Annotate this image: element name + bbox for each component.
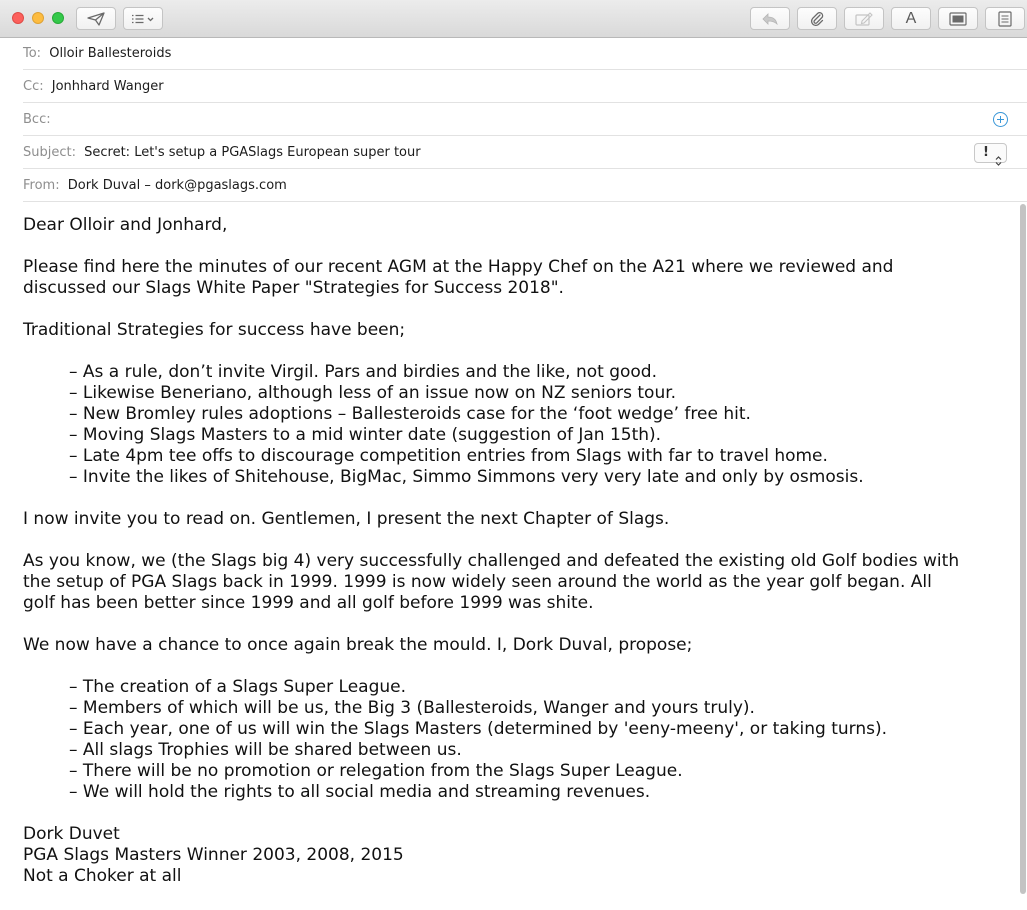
body-paragraph: discussed our Slags White Paper "Strategies for Success 2018". [23,278,564,298]
list-item: – Likewise Beneriano, although less of an issue now on NZ seniors tour. [69,383,677,403]
to-field-row[interactable] [23,37,1027,70]
close-window-button[interactable] [12,12,24,24]
list-item: – There will be no promotion or relegation from the Slags Super League. [69,761,683,781]
photo-browser-icon [949,12,967,26]
cc-field-row[interactable] [23,70,1027,103]
signature-title: PGA Slags Masters Winner 2003, 2008, 2015 [23,845,404,865]
header-fields-button[interactable] [123,7,163,30]
signature-name: Dork Duvet [23,824,120,844]
bcc-field-row[interactable] [23,103,1027,136]
list-item: – The creation of a Slags Super League. [69,677,407,697]
priority-select[interactable] [974,143,1007,163]
list-item: – All slags Trophies will be shared between us. [69,740,462,760]
markup-button[interactable] [844,7,884,30]
markup-icon [855,12,873,26]
bcc-label: Bcc: [23,112,51,127]
body-paragraph: the setup of PGA Slags back in 1999. 1999 is now widely seen around the world as the year golf began. All [23,572,932,592]
list-item: – Each year, one of us will win the Slags Masters (determined by 'eeny-meeny', or taking turns). [69,719,888,739]
body-paragraph: Please find here the minutes of our recent AGM at the Happy Chef on the A21 where we reviewed and [23,257,894,277]
list-item: – Invite the likes of Shitehouse, BigMac, Simmo Simmons very very late and only by osmosis. [69,467,864,487]
list-item: – Late 4pm tee offs to discourage competition entries from Slags with far to travel home. [69,446,828,466]
list-item: – As a rule, don’t invite Virgil. Pars and birdies and the like, not good. [69,362,657,382]
header-fields-icon [131,14,155,24]
message-body[interactable] [23,215,1008,887]
list-item: – Moving Slags Masters to a mid winter date (suggestion of Jan 15th). [69,425,662,445]
format-icon: A [905,9,917,27]
body-paragraph: golf has been better since 1999 and all golf before 1999 was shite. [23,593,594,613]
list-item: – We will hold the rights to all social media and streaming revenues. [69,782,651,802]
format-bar-button[interactable] [985,7,1025,30]
greeting: Dear Olloir and Jonhard, [23,215,228,235]
body-paragraph: As you know, we (the Slags big 4) very successfully challenged and defeated the existing old Golf bodies with [23,551,960,571]
from-label: From: [23,178,60,193]
photo-browser-button[interactable] [938,7,978,30]
format-bar-icon [998,11,1012,27]
subject-field-row[interactable] [23,136,1027,169]
reply-icon [761,13,779,25]
vertical-scrollbar[interactable] [1020,204,1026,894]
attachment-icon [810,11,824,27]
reply-button[interactable] [750,7,790,30]
signature-tagline: Not a Choker at all [23,866,182,886]
window-toolbar [0,0,1027,38]
minimize-window-button[interactable] [32,12,44,24]
subject-label: Subject: [23,145,76,160]
list-item: – Members of which will be us, the Big 3 (Ballesteroids, Wanger and yours truly). [69,698,755,718]
add-contact-icon[interactable] [993,112,1008,127]
cc-label: Cc: [23,79,44,94]
send-button[interactable] [76,7,116,30]
priority-value: ! [983,145,989,160]
body-paragraph: Traditional Strategies for success have been; [23,320,406,340]
zoom-window-button[interactable] [52,12,64,24]
from-field-row[interactable] [23,169,1027,202]
body-paragraph: We now have a chance to once again break the mould. I, Dork Duval, propose; [23,635,693,655]
from-account[interactable]: Dork Duval – dork@pgaslags.com [67,178,287,193]
attachment-button[interactable] [797,7,837,30]
cc-recipient[interactable]: Jonhhard Wanger [51,79,164,94]
format-button[interactable] [891,7,931,30]
list-item: – New Bromley rules adoptions – Ballesteroids case for the ‘foot wedge’ free hit. [69,404,751,424]
subject-input[interactable]: Secret: Let's setup a PGASlags European super tour [84,145,421,160]
to-recipient[interactable]: Olloir Ballesteroids [49,46,172,61]
to-label: To: [23,46,42,61]
body-paragraph: I now invite you to read on. Gentlemen, I present the next Chapter of Slags. [23,509,670,529]
send-icon [87,12,105,26]
